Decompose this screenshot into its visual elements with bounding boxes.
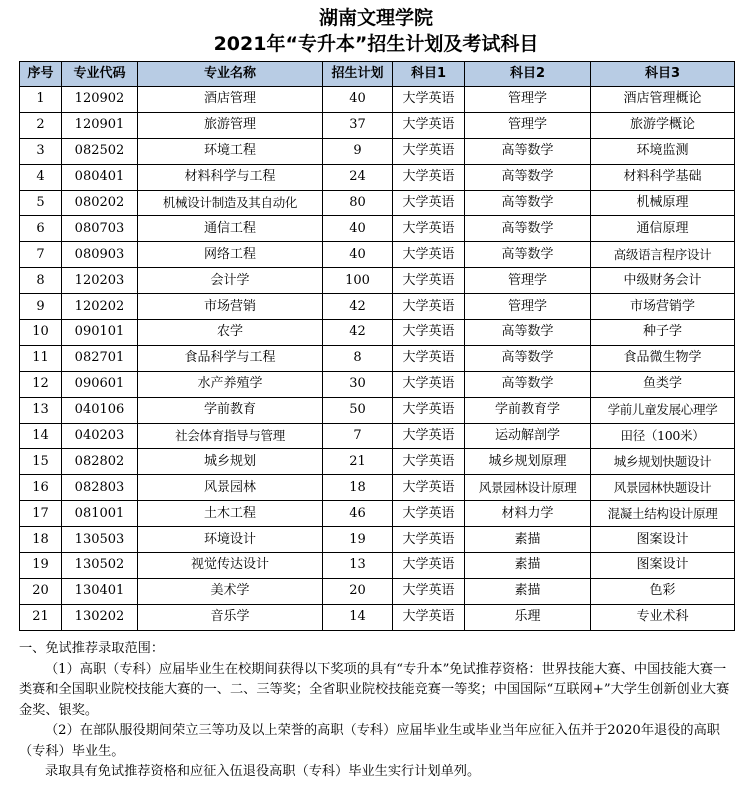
page-subtitle: 2021年“专升本”招生计划及考试科目 xyxy=(213,33,539,55)
cell-subject-3: 机械原理 xyxy=(591,190,735,216)
cell-subject-1: 大学英语 xyxy=(393,268,465,294)
table-body xyxy=(20,87,735,631)
table-row xyxy=(20,242,735,268)
cell-subject-1: 大学英语 xyxy=(393,553,465,579)
table-row xyxy=(20,423,735,449)
cell-subject-1: 大学英语 xyxy=(393,164,465,190)
page-title: 湖南文理学院 xyxy=(318,7,433,29)
cell-index: 11 xyxy=(20,345,62,371)
cell-quota: 14 xyxy=(323,604,393,630)
cell-major-name: 农学 xyxy=(138,320,323,346)
cell-index: 19 xyxy=(20,553,62,579)
cell-major-name: 学前教育 xyxy=(138,397,323,423)
cell-index: 1 xyxy=(20,87,62,113)
cell-subject-1: 大学英语 xyxy=(393,449,465,475)
cell-major-code: 130401 xyxy=(62,578,138,604)
cell-index: 16 xyxy=(20,475,62,501)
cell-quota: 7 xyxy=(323,423,393,449)
cell-subject-2: 高等数学 xyxy=(465,164,591,190)
cell-major-code: 090601 xyxy=(62,371,138,397)
cell-major-name: 环境设计 xyxy=(138,527,323,553)
cell-major-name: 会计学 xyxy=(138,268,323,294)
cell-subject-3: 高级语言程序设计 xyxy=(591,242,735,268)
cell-quota: 20 xyxy=(323,578,393,604)
cell-major-name: 材料科学与工程 xyxy=(138,164,323,190)
cell-index: 7 xyxy=(20,242,62,268)
cell-quota: 37 xyxy=(323,112,393,138)
cell-subject-3: 酒店管理概论 xyxy=(591,87,735,113)
column-header: 招生计划 xyxy=(323,62,393,87)
column-header: 科目1 xyxy=(393,62,465,87)
cell-subject-3: 中级财务会计 xyxy=(591,268,735,294)
cell-subject-1: 大学英语 xyxy=(393,397,465,423)
cell-subject-3: 专业术科 xyxy=(591,604,735,630)
cell-major-code: 120202 xyxy=(62,294,138,320)
notes-heading: 一、免试推荐录取范围： xyxy=(19,641,165,656)
cell-subject-3: 混凝土结构设计原理 xyxy=(591,501,735,527)
cell-major-code: 120901 xyxy=(62,112,138,138)
cell-subject-1: 大学英语 xyxy=(393,294,465,320)
table-row xyxy=(20,475,735,501)
cell-subject-3: 通信原理 xyxy=(591,216,735,242)
table-header-row xyxy=(20,62,735,87)
cell-major-name: 音乐学 xyxy=(138,604,323,630)
cell-subject-1: 大学英语 xyxy=(393,242,465,268)
table-row xyxy=(20,216,735,242)
cell-subject-1: 大学英语 xyxy=(393,190,465,216)
cell-index: 10 xyxy=(20,320,62,346)
cell-major-code: 040203 xyxy=(62,423,138,449)
cell-subject-2: 乐理 xyxy=(465,604,591,630)
cell-subject-3: 学前儿童发展心理学 xyxy=(591,397,735,423)
cell-subject-3: 城乡规划快题设计 xyxy=(591,449,735,475)
cell-quota: 40 xyxy=(323,87,393,113)
cell-subject-3: 色彩 xyxy=(591,578,735,604)
cell-major-name: 视觉传达设计 xyxy=(138,553,323,579)
cell-major-code: 130502 xyxy=(62,553,138,579)
cell-major-code: 082803 xyxy=(62,475,138,501)
table-row xyxy=(20,345,735,371)
cell-major-name: 土木工程 xyxy=(138,501,323,527)
cell-index: 5 xyxy=(20,190,62,216)
column-header: 专业名称 xyxy=(138,62,323,87)
column-header: 科目3 xyxy=(591,62,735,87)
table-row xyxy=(20,371,735,397)
cell-quota: 13 xyxy=(323,553,393,579)
enrollment-plan-table xyxy=(19,61,735,631)
cell-major-name: 市场营销 xyxy=(138,294,323,320)
cell-subject-2: 风景园林设计原理 xyxy=(465,475,591,501)
cell-major-name: 网络工程 xyxy=(138,242,323,268)
cell-subject-2: 管理学 xyxy=(465,294,591,320)
table-row xyxy=(20,527,735,553)
column-header: 科目2 xyxy=(465,62,591,87)
cell-index: 3 xyxy=(20,138,62,164)
cell-index: 9 xyxy=(20,294,62,320)
cell-subject-3: 材料科学基础 xyxy=(591,164,735,190)
cell-major-code: 082802 xyxy=(62,449,138,475)
cell-subject-3: 鱼类学 xyxy=(591,371,735,397)
cell-quota: 100 xyxy=(323,268,393,294)
cell-quota: 8 xyxy=(323,345,393,371)
table-row xyxy=(20,397,735,423)
notes-paragraph-1: （1）高职（专科）应届毕业生在校期间获得以下奖项的具有“专升本”免试推荐资格：世界技能大赛、中国技能大赛一类赛和全国职业院校技能大赛的一、二、三等奖；全省职业院校技能竞赛一等奖；中国国际“互联网+”大学生创新创业大赛金奖、银奖。 xyxy=(19,661,730,718)
cell-major-name: 通信工程 xyxy=(138,216,323,242)
table-row xyxy=(20,553,735,579)
cell-subject-2: 素描 xyxy=(465,553,591,579)
table-row xyxy=(20,449,735,475)
table-row xyxy=(20,138,735,164)
notes-paragraph-2: （2）在部队服役期间荣立三等功及以上荣誉的高职（专科）应届毕业生或毕业当年应征入伍并于2020年退役的高职（专科）毕业生。 xyxy=(19,723,720,759)
cell-major-code: 120203 xyxy=(62,268,138,294)
cell-subject-1: 大学英语 xyxy=(393,371,465,397)
cell-major-code: 080703 xyxy=(62,216,138,242)
cell-subject-2: 城乡规划原理 xyxy=(465,449,591,475)
cell-quota: 80 xyxy=(323,190,393,216)
cell-index: 12 xyxy=(20,371,62,397)
cell-quota: 19 xyxy=(323,527,393,553)
cell-subject-3: 市场营销学 xyxy=(591,294,735,320)
cell-subject-3: 图案设计 xyxy=(591,527,735,553)
cell-major-name: 风景园林 xyxy=(138,475,323,501)
cell-subject-2: 高等数学 xyxy=(465,371,591,397)
table-row xyxy=(20,164,735,190)
cell-subject-2: 材料力学 xyxy=(465,501,591,527)
cell-quota: 42 xyxy=(323,320,393,346)
cell-index: 13 xyxy=(20,397,62,423)
cell-quota: 24 xyxy=(323,164,393,190)
cell-subject-2: 运动解剖学 xyxy=(465,423,591,449)
cell-subject-2: 高等数学 xyxy=(465,320,591,346)
column-header: 专业代码 xyxy=(62,62,138,87)
cell-subject-2: 高等数学 xyxy=(465,242,591,268)
cell-subject-2: 学前教育学 xyxy=(465,397,591,423)
cell-quota: 30 xyxy=(323,371,393,397)
cell-subject-3: 旅游学概论 xyxy=(591,112,735,138)
cell-major-code: 090101 xyxy=(62,320,138,346)
cell-quota: 46 xyxy=(323,501,393,527)
cell-quota: 18 xyxy=(323,475,393,501)
table-row xyxy=(20,578,735,604)
cell-index: 21 xyxy=(20,604,62,630)
cell-major-code: 082701 xyxy=(62,345,138,371)
cell-quota: 42 xyxy=(323,294,393,320)
cell-subject-3: 图案设计 xyxy=(591,553,735,579)
cell-major-name: 城乡规划 xyxy=(138,449,323,475)
table-row xyxy=(20,87,735,113)
cell-index: 8 xyxy=(20,268,62,294)
cell-subject-1: 大学英语 xyxy=(393,604,465,630)
cell-quota: 40 xyxy=(323,242,393,268)
cell-index: 15 xyxy=(20,449,62,475)
cell-subject-3: 风景园林快题设计 xyxy=(591,475,735,501)
cell-index: 20 xyxy=(20,578,62,604)
cell-major-name: 旅游管理 xyxy=(138,112,323,138)
cell-index: 6 xyxy=(20,216,62,242)
cell-major-code: 130202 xyxy=(62,604,138,630)
cell-major-code: 082502 xyxy=(62,138,138,164)
column-header: 序号 xyxy=(20,62,62,87)
cell-major-name: 环境工程 xyxy=(138,138,323,164)
cell-major-code: 080202 xyxy=(62,190,138,216)
cell-index: 14 xyxy=(20,423,62,449)
cell-major-name: 食品科学与工程 xyxy=(138,345,323,371)
cell-subject-2: 高等数学 xyxy=(465,345,591,371)
cell-index: 2 xyxy=(20,112,62,138)
table-row xyxy=(20,294,735,320)
cell-index: 18 xyxy=(20,527,62,553)
cell-major-code: 130503 xyxy=(62,527,138,553)
cell-subject-2: 素描 xyxy=(465,578,591,604)
table-row xyxy=(20,320,735,346)
cell-subject-3: 食品微生物学 xyxy=(591,345,735,371)
cell-subject-2: 管理学 xyxy=(465,268,591,294)
cell-subject-1: 大学英语 xyxy=(393,320,465,346)
cell-major-name: 社会体育指导与管理 xyxy=(138,423,323,449)
cell-major-code: 120902 xyxy=(62,87,138,113)
cell-major-code: 080401 xyxy=(62,164,138,190)
cell-subject-1: 大学英语 xyxy=(393,527,465,553)
cell-subject-1: 大学英语 xyxy=(393,216,465,242)
cell-subject-1: 大学英语 xyxy=(393,112,465,138)
cell-major-name: 酒店管理 xyxy=(138,87,323,113)
notes-section xyxy=(19,639,735,783)
table-row xyxy=(20,190,735,216)
table-row xyxy=(20,604,735,630)
cell-subject-1: 大学英语 xyxy=(393,423,465,449)
cell-subject-1: 大学英语 xyxy=(393,578,465,604)
notes-paragraph-3: 录取具有免试推荐资格和应征入伍退役高职（专科）毕业生实行计划单列。 xyxy=(45,764,481,779)
cell-subject-3: 种子学 xyxy=(591,320,735,346)
cell-subject-2: 管理学 xyxy=(465,112,591,138)
cell-major-code: 081001 xyxy=(62,501,138,527)
cell-subject-1: 大学英语 xyxy=(393,345,465,371)
cell-subject-2: 高等数学 xyxy=(465,190,591,216)
table-row xyxy=(20,268,735,294)
cell-index: 4 xyxy=(20,164,62,190)
cell-major-name: 美术学 xyxy=(138,578,323,604)
cell-subject-1: 大学英语 xyxy=(393,138,465,164)
cell-subject-2: 素描 xyxy=(465,527,591,553)
cell-subject-3: 田径（100米） xyxy=(591,423,735,449)
table-row xyxy=(20,501,735,527)
cell-subject-1: 大学英语 xyxy=(393,87,465,113)
table-row xyxy=(20,112,735,138)
cell-major-name: 机械设计制造及其自动化 xyxy=(138,190,323,216)
cell-subject-2: 高等数学 xyxy=(465,216,591,242)
cell-subject-2: 高等数学 xyxy=(465,138,591,164)
cell-subject-1: 大学英语 xyxy=(393,475,465,501)
cell-index: 17 xyxy=(20,501,62,527)
cell-major-code: 040106 xyxy=(62,397,138,423)
cell-quota: 50 xyxy=(323,397,393,423)
cell-subject-1: 大学英语 xyxy=(393,501,465,527)
cell-major-code: 080903 xyxy=(62,242,138,268)
cell-quota: 9 xyxy=(323,138,393,164)
cell-quota: 40 xyxy=(323,216,393,242)
cell-quota: 21 xyxy=(323,449,393,475)
cell-subject-2: 管理学 xyxy=(465,87,591,113)
cell-major-name: 水产养殖学 xyxy=(138,371,323,397)
cell-subject-3: 环境监测 xyxy=(591,138,735,164)
